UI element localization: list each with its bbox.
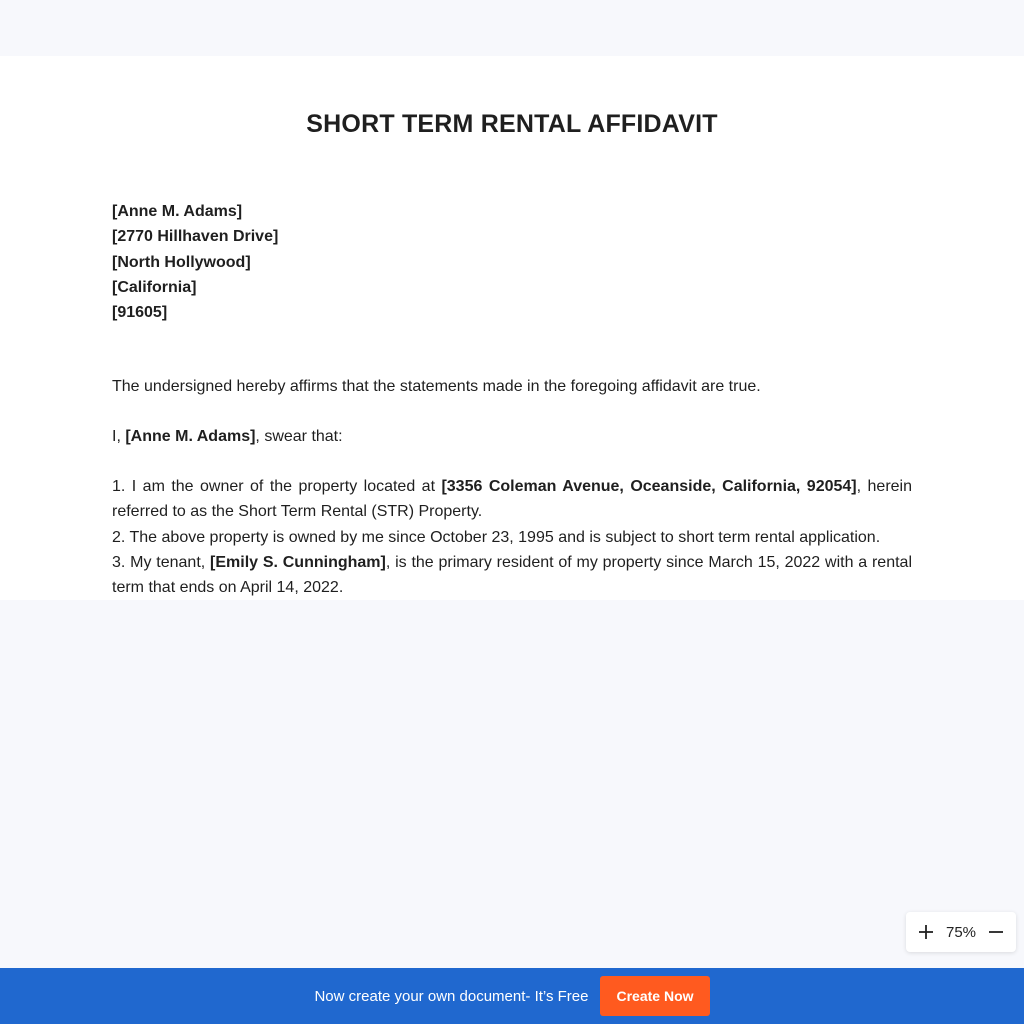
address-zip: [91605] [112, 304, 168, 322]
swear-name: [Anne M. Adams] [125, 428, 256, 445]
address-name: [Anne M. Adams] [112, 203, 243, 220]
list-item [112, 550, 912, 600]
swear-prefix: I, [112, 428, 126, 445]
item-bold: [Emily S. Cunningham] [210, 553, 386, 571]
swear-suffix: , swear that: [255, 428, 343, 445]
statement-list [112, 474, 912, 600]
address-city: [North Hollywood] [112, 253, 251, 271]
create-now-button[interactable]: Create Now [600, 976, 709, 1016]
address-block [112, 199, 278, 325]
zoom-control [906, 912, 1016, 952]
item-bold: [3356 Coleman Avenue, Oceanside, California, 92054] [441, 478, 857, 495]
plus-icon [918, 924, 934, 940]
document-title: SHORT TERM RENTAL AFFIDAVIT [306, 110, 718, 138]
zoom-out-button[interactable] [986, 922, 1006, 942]
address-street: [2770 Hillhaven Drive] [112, 228, 279, 246]
address-state: [California] [112, 278, 197, 296]
document-page [0, 56, 1024, 600]
swear-paragraph [112, 424, 912, 449]
item-suffix: , herein referred to as the Short Term Rental (STR) Property. [112, 478, 913, 521]
item-prefix: 3. My tenant, [112, 553, 211, 571]
list-item: 2. The above property is owned by me since October 23, 1995 and is subject to short term rental application. [112, 528, 881, 546]
footer-banner [0, 968, 1024, 1024]
list-item [112, 474, 912, 525]
affirmation-paragraph: The undersigned hereby affirms that the statements made in the foregoing affidavit are true. [112, 378, 761, 395]
item-prefix: 1. I am the owner of the property located at [112, 478, 442, 495]
item-suffix: , is the primary resident of my property since March 15, 2022 with a rental term that ends on April 14, 2022. [112, 553, 912, 597]
zoom-in-button[interactable] [916, 922, 936, 942]
zoom-level: 75% [945, 923, 977, 941]
minus-icon [988, 924, 1004, 940]
footer-text: Now create your own document- It’s Free [314, 987, 589, 1005]
